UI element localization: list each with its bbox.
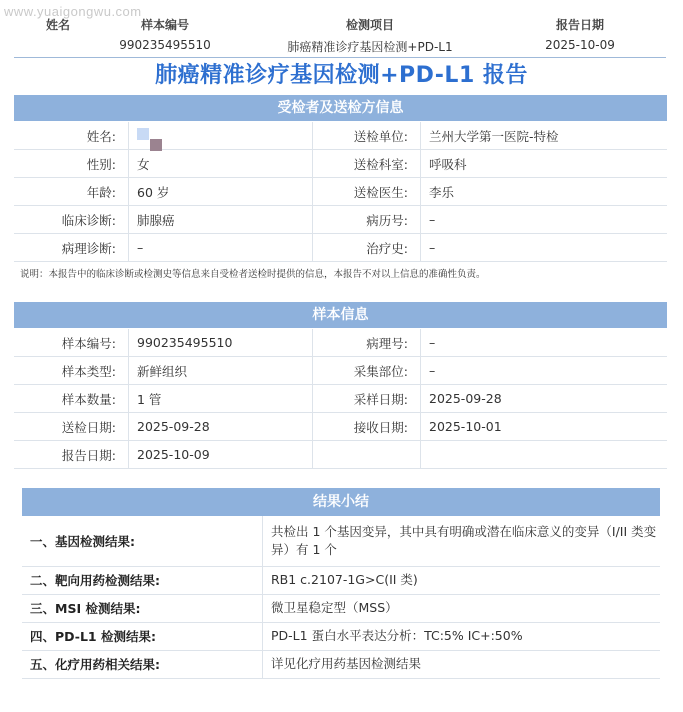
table-row [14, 385, 667, 413]
summary-section-heading: 结果小结 [22, 488, 660, 516]
age-label: 年龄: [14, 178, 129, 206]
medical-record-label: 病历号: [313, 206, 421, 234]
department-label: 送检科室: [313, 150, 421, 178]
submit-date-label: 送检日期: [14, 413, 129, 441]
table-row [22, 566, 660, 594]
submit-date-value: 2025-09-28 [129, 413, 313, 441]
chemo-result-value: 详见化疗用药基因检测结果 [263, 650, 661, 678]
receive-date-value: 2025-10-01 [421, 413, 668, 441]
clinical-diagnosis-label: 临床诊断: [14, 206, 129, 234]
collection-date-label: 采样日期: [313, 385, 421, 413]
header-test-item-label: 检测项目 [345, 18, 394, 32]
table-row [14, 357, 667, 385]
treatment-history-value: – [421, 234, 668, 262]
clinical-diagnosis-value: 肺腺癌 [129, 206, 313, 234]
sample-type-label: 样本类型: [14, 357, 129, 385]
header-name [38, 16, 78, 52]
pathology-diagnosis-value: – [129, 234, 313, 262]
hospital-label: 送检单位: [313, 122, 421, 150]
header-sample-no [110, 16, 220, 52]
report-date-value: 2025-10-09 [129, 441, 313, 469]
pdl1-result-value: PD-L1 蛋白水平表达分析：TC:5% IC+:50% [263, 622, 661, 650]
sample-count-value: 1 管 [129, 385, 313, 413]
gender-value: 女 [129, 150, 313, 178]
header-report-date-label: 报告日期 [555, 18, 604, 32]
table-row [14, 234, 667, 262]
table-row [14, 329, 667, 357]
table-row [14, 413, 667, 441]
empty-label [313, 441, 421, 469]
gene-result-label: 一、基因检测结果: [22, 516, 263, 566]
gene-result-value: 共检出 1 个基因变异，其中具有明确或潜在临床意义的变异（I/II 类变异）有 1 个 [263, 516, 661, 566]
report-title: 肺癌精准诊疗基因检测+PD-L1 报告 [155, 63, 528, 88]
sample-no-value: 990235495510 [129, 329, 313, 357]
targeted-drug-label: 二、靶向用药检测结果: [22, 566, 263, 594]
patient-info-table [14, 122, 667, 262]
pathology-diagnosis-label: 病理诊断: [14, 234, 129, 262]
table-row [14, 441, 667, 469]
collection-site-value: – [421, 357, 668, 385]
table-row [22, 650, 660, 678]
pathology-no-label: 病理号: [313, 329, 421, 357]
sample-count-label: 样本数量: [14, 385, 129, 413]
receive-date-label: 接收日期: [313, 413, 421, 441]
pathology-no-value: – [421, 329, 668, 357]
header-name-label: 姓名 [45, 18, 70, 32]
department-value: 呼吸科 [421, 150, 668, 178]
disclaimer-note: 说明：本报告中的临床诊断或检测史等信息来自受检者送检时提供的信息，本报告不对以上信息的准确性负责。 [20, 269, 486, 280]
sample-type-value: 新鲜组织 [129, 357, 313, 385]
header-name-value [38, 38, 78, 52]
treatment-history-label: 治疗史: [313, 234, 421, 262]
doctor-label: 送检医生: [313, 178, 421, 206]
header-sample-no-label: 样本编号 [140, 18, 189, 32]
table-row [22, 516, 660, 566]
header-test-item-value: 肺癌精准诊疗基因检测+PD-L1 [287, 40, 453, 54]
report-date-label: 报告日期: [14, 441, 129, 469]
patient-name-value [129, 122, 313, 150]
hospital-value: 兰州大学第一医院-特检 [421, 122, 668, 150]
redacted-name-block [137, 128, 149, 140]
gender-label: 性别: [14, 150, 129, 178]
header-sample-no-value: 990235495510 [119, 38, 211, 52]
table-row [14, 122, 667, 150]
sample-no-label: 样本编号: [14, 329, 129, 357]
header-test-item [275, 16, 465, 55]
msi-result-value: 微卫星稳定型（MSS） [263, 594, 661, 622]
table-row [22, 594, 660, 622]
table-row [14, 178, 667, 206]
doctor-value: 李乐 [421, 178, 668, 206]
redacted-name-block [150, 139, 162, 151]
report-header-bar [0, 16, 683, 56]
sample-section-heading: 样本信息 [14, 302, 667, 328]
table-row [14, 206, 667, 234]
table-row [22, 622, 660, 650]
table-row [14, 150, 667, 178]
sample-info-table [14, 329, 667, 469]
header-report-date [530, 16, 630, 52]
watermark-text: www.yuaigongwu.com [4, 4, 142, 19]
collection-site-label: 采集部位: [313, 357, 421, 385]
chemo-result-label: 五、化疗用药相关结果: [22, 650, 263, 678]
pdl1-result-label: 四、PD-L1 检测结果: [22, 622, 263, 650]
collection-date-value: 2025-09-28 [421, 385, 668, 413]
empty-value [421, 441, 668, 469]
header-report-date-value: 2025-10-09 [545, 38, 615, 52]
patient-name-label: 姓名: [14, 122, 129, 150]
age-value: 60 岁 [129, 178, 313, 206]
summary-table [22, 516, 660, 679]
medical-record-value: – [421, 206, 668, 234]
msi-result-label: 三、MSI 检测结果: [22, 594, 263, 622]
patient-section-heading: 受检者及送检方信息 [14, 95, 667, 121]
targeted-drug-value: RB1 c.2107-1G>C(II 类) [263, 566, 661, 594]
